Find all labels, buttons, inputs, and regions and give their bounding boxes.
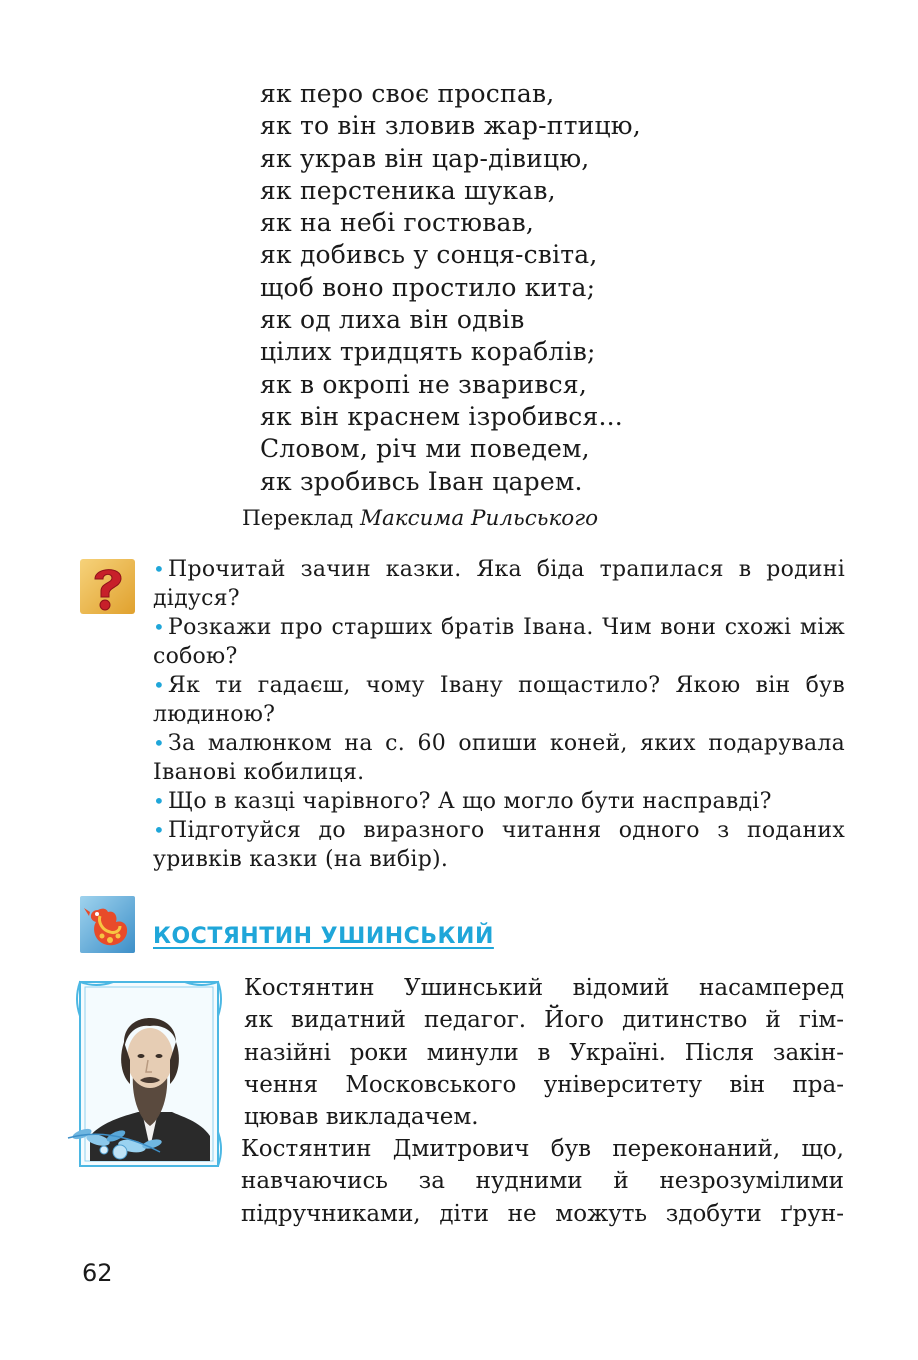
bullet-icon: • bbox=[153, 615, 166, 639]
poem-line: як зробивсь Іван царем. bbox=[260, 466, 583, 496]
bullet-icon: • bbox=[153, 818, 166, 842]
question-text: Розкажи про старших братів Івана. Чим вони схожі між собою? bbox=[153, 615, 845, 669]
bullet-icon: • bbox=[153, 731, 166, 755]
question-mark-icon bbox=[80, 559, 135, 614]
text-line: цював викладачем. bbox=[244, 1104, 479, 1131]
question-text: Прочитай зачин казки. Яка біда трапилася в родині дідуся? bbox=[153, 557, 845, 611]
poem bbox=[260, 78, 820, 498]
questions-list bbox=[153, 555, 845, 874]
text-line: назійні роки минули в Україні. Після закін- bbox=[244, 1039, 844, 1066]
paragraph-conviction bbox=[241, 1133, 844, 1230]
poem-line: щоб воно простило кита; bbox=[260, 272, 596, 302]
paragraph-intro bbox=[244, 972, 844, 1133]
page-number: 62 bbox=[82, 1259, 113, 1287]
question-text: Як ти гадаєш, чому Івану пощастило? Якою він був людиною? bbox=[153, 673, 845, 727]
poem-line: як перстеника шукав, bbox=[260, 175, 556, 205]
question-text: Підготуйся до виразного читання одного з поданих уривків казки (на вибір). bbox=[153, 818, 845, 872]
text-line: підручниками, діти не можуть здобути ґрун- bbox=[241, 1200, 844, 1227]
question-item bbox=[153, 671, 845, 729]
section-heading: КОСТЯНТИН УШИНСЬКИЙ bbox=[153, 924, 494, 949]
bullet-icon: • bbox=[153, 673, 166, 697]
translator-name: Максима Рильського bbox=[359, 506, 599, 531]
text-line: як видатний педагог. Його дитинство й гім- bbox=[244, 1007, 844, 1034]
question-text: Що в казці чарівного? А що могло бути насправді? bbox=[168, 789, 772, 814]
firebird-ornament-icon bbox=[80, 896, 135, 953]
question-text: За малюнком на с. 60 опиши коней, яких подарувала Іванові кобилиця. bbox=[153, 731, 845, 785]
poem-line: як то він зловив жар-птицю, bbox=[260, 111, 641, 141]
poem-line: як добивсь у сонця-світа, bbox=[260, 240, 598, 270]
bullet-icon: • bbox=[153, 557, 166, 581]
question-item bbox=[153, 816, 845, 874]
text-line: Костянтин Ушинський відомий насамперед bbox=[244, 975, 844, 1001]
poem-line: як на небі гостював, bbox=[260, 208, 535, 238]
poem-line: цілих тридцять кораблів; bbox=[260, 337, 596, 367]
translator-prefix: Переклад bbox=[242, 506, 354, 531]
question-item bbox=[153, 729, 845, 787]
text-line: Костянтин Дмитрович був переконаний, що, bbox=[241, 1136, 844, 1162]
question-item bbox=[153, 787, 845, 816]
bullet-icon: • bbox=[153, 789, 166, 813]
poem-line: як перо своє проспав, bbox=[260, 79, 555, 108]
portrait-ushynsky bbox=[60, 976, 230, 1176]
poem-line: Словом, річ ми поведем, bbox=[260, 434, 590, 464]
text-line: чення Московського університету він пра- bbox=[244, 1071, 844, 1098]
translator-credit bbox=[242, 504, 802, 534]
poem-line: як од лиха він одвів bbox=[260, 305, 525, 335]
question-item bbox=[153, 613, 845, 671]
poem-line: як він краснем ізробився... bbox=[260, 401, 623, 431]
poem-line: як в окропі не зварився, bbox=[260, 369, 587, 399]
text-line: навчаючись за нудними й незрозумілими bbox=[241, 1168, 844, 1195]
question-item bbox=[153, 555, 845, 613]
poem-line: як украв він цар-дівицю, bbox=[260, 143, 590, 173]
